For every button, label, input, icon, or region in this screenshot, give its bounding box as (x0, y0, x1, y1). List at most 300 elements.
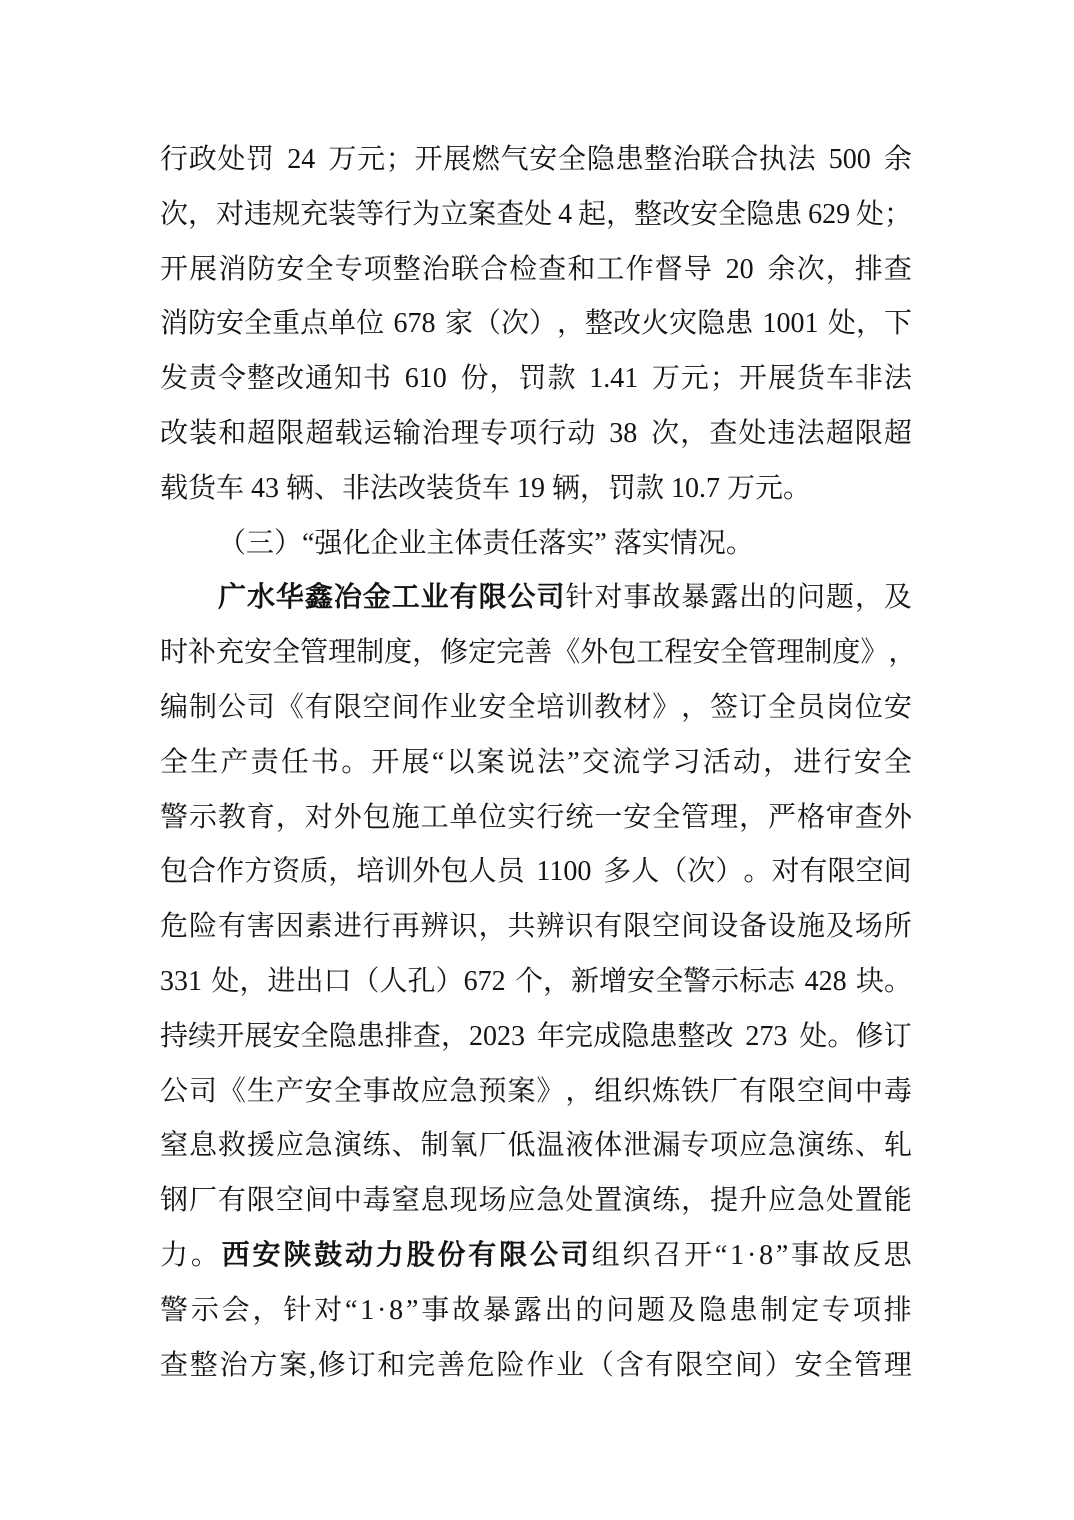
text-char: 危 (160, 911, 189, 943)
text-line-20 (160, 1174, 912, 1229)
text-char: 暴 (482, 1294, 511, 1326)
text-char: 案 (468, 198, 497, 230)
text-char: 安 (690, 198, 719, 230)
text-char: ， (188, 198, 217, 230)
text-char: 组 (591, 1239, 620, 1271)
text-char: 空 (652, 911, 681, 943)
text-char: 厂 (188, 1185, 217, 1217)
text-char: 演 (333, 1130, 362, 1162)
text-char: 隐 (586, 144, 615, 175)
text-char: 订 (347, 1349, 376, 1381)
text-line-10 (160, 626, 917, 681)
text-char: 629 (808, 198, 851, 230)
text-char: 处 (738, 417, 767, 449)
text-char: 事 (791, 1239, 820, 1271)
text-char: 余 (767, 253, 796, 285)
text-char: ” (775, 1239, 789, 1271)
text-char: 排 (384, 1020, 413, 1052)
text-char: 员 (796, 691, 825, 723)
text-char: 政 (188, 144, 217, 175)
text-char: 会 (221, 1294, 250, 1326)
text-char: 置 (854, 1185, 883, 1217)
text-char: 标 (739, 965, 768, 997)
text-char: 38 (609, 417, 638, 449)
text-char: 修 (855, 1020, 884, 1052)
text-char: ； (883, 198, 912, 230)
text-char: 患 (725, 308, 754, 340)
text-char: 及 (667, 1294, 696, 1326)
text-char: ， (239, 965, 268, 997)
text-char: 业 (556, 1349, 585, 1381)
text-char: 672 (463, 965, 506, 997)
text-char: 全 (333, 1075, 362, 1107)
text-char: 排 (854, 253, 883, 285)
text-char: 有 (645, 1349, 674, 1381)
text-char: 331 (160, 965, 202, 997)
text-char: 全 (244, 308, 273, 340)
text-char: 援 (246, 1130, 275, 1162)
text-char: 患 (615, 144, 644, 175)
text-char: 全 (655, 965, 684, 997)
text-char: 场 (478, 1185, 507, 1217)
text-char: （ (585, 1349, 614, 1381)
text-char: 教 (594, 691, 623, 723)
company-name-char: 鼓 (314, 1239, 343, 1271)
text-char: “ (431, 746, 445, 778)
text-char: 全 (272, 637, 301, 669)
text-char: 限 (675, 1349, 704, 1381)
text-char: 合 (480, 253, 509, 285)
text-char: 万 (328, 144, 357, 175)
text-char: 超 (247, 417, 276, 449)
text-char: 设 (768, 911, 797, 943)
text-char: 次 (651, 417, 680, 449)
text-char: 处 (855, 198, 884, 230)
text-char: （ (659, 856, 688, 888)
text-char: 多 (603, 856, 632, 888)
text-char: 质 (300, 856, 329, 888)
text-char: 有 (739, 1075, 768, 1107)
text-char: 改 (705, 1020, 734, 1052)
text-char: （ (351, 965, 380, 997)
text-char: 故 (391, 1075, 420, 1107)
text-char: 进 (333, 911, 362, 943)
text-char: 统 (565, 801, 594, 833)
text-char: ， (854, 582, 883, 614)
text-char: 训 (565, 691, 594, 723)
text-char: · (746, 1239, 757, 1271)
text-char: 个 (514, 965, 543, 997)
text-char: 。 (341, 746, 370, 778)
text-char: 项 (710, 1130, 739, 1162)
text-char: 示 (190, 1294, 219, 1326)
company-name-char: 广 (218, 582, 247, 614)
text-char: 修 (440, 637, 469, 669)
text-char: 安 (216, 308, 245, 340)
text-char: 专 (334, 253, 363, 285)
text-char: 空 (705, 1349, 734, 1381)
text-char: 和 (218, 417, 247, 449)
text-char: 次 (796, 253, 825, 285)
text-char: 管 (300, 637, 329, 669)
text-char: 升 (739, 1185, 768, 1217)
company-name-char: 公 (507, 582, 536, 614)
text-char: 次 (687, 856, 716, 888)
text-char: “ (344, 1294, 358, 1326)
text-char: 应 (507, 1185, 536, 1217)
text-char: ， (825, 253, 854, 285)
text-char: 液 (565, 1130, 594, 1162)
text-char: 题 (826, 582, 855, 614)
text-char: 生 (246, 1075, 275, 1107)
text-char: 所 (883, 911, 912, 943)
text-char: 整 (644, 144, 673, 175)
text-char: ， (739, 801, 768, 833)
text-char: 活 (702, 746, 731, 778)
text-char: 空 (855, 856, 884, 888)
text-char: 消 (218, 253, 247, 285)
text-char: 志 (767, 965, 796, 997)
text-char: 开 (371, 746, 400, 778)
text-char: 低 (507, 1130, 536, 1162)
text-char: 生 (190, 746, 219, 778)
text-line-19 (160, 1119, 912, 1174)
text-line-1 (160, 133, 912, 188)
text-char: 》 (652, 691, 681, 723)
text-char: 业 (449, 691, 478, 723)
text-char: 程 (664, 637, 693, 669)
text-char: 空 (362, 691, 391, 723)
text-char: 位 (478, 801, 507, 833)
text-char: 立 (440, 198, 469, 230)
text-char: 间 (391, 691, 420, 723)
text-char: 预 (478, 1075, 507, 1107)
text-char: 书 (363, 363, 392, 395)
text-char: 事 (421, 1294, 450, 1326)
text-line-7 (160, 462, 912, 517)
text-char: 专 (681, 1130, 710, 1162)
text-char: 空 (275, 1185, 304, 1217)
text-char: 的 (768, 582, 797, 614)
text-char: 消 (160, 308, 189, 340)
text-char: 动 (732, 746, 761, 778)
text-char: 全 (558, 144, 587, 175)
text-char: 改 (276, 363, 305, 395)
text-char: ） (528, 308, 557, 340)
text-char: 通 (305, 363, 334, 395)
text-char: 习 (672, 746, 701, 778)
text-char: 场 (854, 911, 883, 943)
text-char: 充 (300, 198, 329, 230)
text-char: 610 (404, 363, 447, 395)
text-char: 灾 (669, 308, 698, 340)
text-char: 安 (883, 691, 912, 723)
text-char: 对 (594, 582, 623, 614)
text-char: 设 (710, 911, 739, 943)
text-char: 中 (333, 1185, 362, 1217)
text-char: 人 (468, 856, 497, 888)
text-char: 重 (272, 308, 301, 340)
text-char: 单 (449, 801, 478, 833)
text-char: 签 (710, 691, 739, 723)
text-char: 演 (623, 1185, 652, 1217)
text-char: 因 (275, 911, 304, 943)
text-char: 外 (883, 801, 912, 833)
text-char: 运 (363, 417, 392, 449)
text-char: 罚 (246, 144, 275, 175)
text-char: ， (763, 746, 792, 778)
text-char: 外 (333, 801, 362, 833)
text-char: 全 (768, 691, 797, 723)
company-name-char: 司 (560, 1239, 589, 1271)
text-line-16 (160, 955, 912, 1010)
text-char: 孔 (407, 965, 436, 997)
text-char: 险 (496, 1349, 525, 1381)
text-char: 包 (608, 637, 637, 669)
text-char: 违 (767, 417, 796, 449)
text-char: 司 (188, 1075, 217, 1107)
text-char: 产 (275, 1075, 304, 1107)
text-char: 。 (827, 1020, 856, 1052)
text-char: 点 (300, 308, 329, 340)
text-char: 训 (384, 856, 413, 888)
text-char: 善 (436, 1349, 465, 1381)
text-char: 处 (524, 198, 553, 230)
text-char: 故 (822, 1239, 851, 1271)
text-line-11 (160, 681, 912, 736)
text-char: 项 (363, 253, 392, 285)
text-char: 演 (796, 1130, 825, 1162)
text-char: 的 (575, 1294, 604, 1326)
text-char: 单 (328, 308, 357, 340)
text-char: 起 (578, 198, 607, 230)
text-char: 再 (391, 911, 420, 943)
text-char: 时 (160, 637, 189, 669)
text-char: 展 (443, 144, 472, 175)
company-name-char: 华 (275, 582, 304, 614)
text-char: 273 (745, 1020, 788, 1052)
text-char: 处 (565, 1185, 594, 1217)
text-char: 制 (188, 691, 217, 723)
text-char: 输 (392, 417, 421, 449)
text-char: 口 (323, 965, 352, 997)
text-char: 应 (275, 1130, 304, 1162)
text-char: 公 (217, 691, 246, 723)
text-char: 执 (758, 144, 787, 175)
text-char: 气 (500, 144, 529, 175)
company-name-char: 限 (499, 1239, 528, 1271)
company-name-char: 份 (437, 1239, 466, 1271)
text-char: 全 (883, 746, 912, 778)
text-char: 《 (552, 637, 581, 669)
text-char: 隐 (328, 1020, 357, 1052)
text-char: 责 (189, 363, 218, 395)
text-char: 车 (825, 363, 854, 395)
text-char: 及 (883, 582, 912, 614)
text-char: 全 (824, 1349, 853, 1381)
text-char: ， (557, 308, 586, 340)
text-char: 查 (709, 417, 738, 449)
text-char: 》 (536, 1075, 565, 1107)
text-char: 1 (730, 1239, 745, 1271)
text-char: 险 (188, 911, 217, 943)
text-char: 次 (500, 308, 529, 340)
text-char: 救 (217, 1130, 246, 1162)
text-char: ） (435, 965, 464, 997)
text-char: 安 (623, 801, 652, 833)
text-char: 处 (799, 1020, 828, 1052)
text-char: 应 (768, 1185, 797, 1217)
company-name-char: 司 (536, 582, 565, 614)
text-char: 识 (449, 911, 478, 943)
text-char: 500 (828, 144, 871, 175)
text-char: 行 (384, 198, 413, 230)
text-char: ， (440, 1020, 469, 1052)
text-line-8 (160, 517, 912, 572)
text-char: 理 (328, 637, 357, 669)
text-char: 治 (421, 417, 450, 449)
text-char: 体 (594, 1130, 623, 1162)
text-char: 急 (449, 1075, 478, 1107)
text-char: ， (565, 1075, 594, 1107)
text-char: 8 (389, 1294, 404, 1326)
text-char: 4 (558, 198, 573, 230)
text-char: 流 (612, 746, 641, 778)
text-char: 安 (529, 144, 558, 175)
text-char: 织 (622, 1239, 651, 1271)
text-char: 法 (796, 417, 825, 449)
text-line-5 (160, 352, 912, 407)
text-char: 交 (581, 746, 610, 778)
text-char: 改 (662, 198, 691, 230)
text-char: 限 (827, 856, 856, 888)
text-char: 完 (407, 1349, 436, 1381)
text-char: 20 (725, 253, 754, 285)
text-char: 查 (883, 253, 912, 285)
text-char: 间 (304, 1185, 333, 1217)
text-char: 轧 (883, 1130, 912, 1162)
text-char: 铁 (681, 1075, 710, 1107)
text-char: 事 (362, 1075, 391, 1107)
text-char: 行 (160, 144, 189, 175)
text-char: 合 (188, 856, 217, 888)
text-char: ， (855, 308, 884, 340)
text-char: 思 (883, 1239, 912, 1271)
text-char: 整 (392, 253, 421, 285)
text-char: 展 (244, 1020, 273, 1052)
text-char: 理 (883, 1349, 912, 1381)
company-name-char: 股 (406, 1239, 435, 1271)
text-char: 有 (799, 856, 828, 888)
company-name-char: 限 (478, 582, 507, 614)
text-char: 428 (804, 965, 847, 997)
text-char: 患 (729, 1294, 758, 1326)
text-line-4 (160, 297, 912, 352)
text-char: 整 (634, 198, 663, 230)
text-char: 人 (631, 856, 660, 888)
text-char: 安 (304, 1075, 333, 1107)
text-char: 有 (594, 911, 623, 943)
text-char: 成 (593, 1020, 622, 1052)
text-char: 危 (466, 1349, 495, 1381)
text-char: 开 (216, 1020, 245, 1052)
text-char: 制 (356, 637, 385, 669)
text-char: ， (606, 198, 635, 230)
text-char: 制 (804, 637, 833, 669)
text-char: 治 (672, 144, 701, 175)
text-char: ， (489, 363, 518, 395)
text-char: 行 (823, 746, 852, 778)
text-char: 严 (768, 801, 797, 833)
text-line-12 (160, 736, 912, 791)
text-char: 燃 (471, 144, 500, 175)
text-char: 教 (217, 801, 246, 833)
text-char: 《 (217, 1075, 246, 1107)
text-char: 完 (565, 1020, 594, 1052)
text-char: 间 (681, 911, 710, 943)
text-char: 限 (333, 691, 362, 723)
text-char: 空 (796, 1075, 825, 1107)
text-char: 患 (649, 1020, 678, 1052)
text-char: 违 (244, 198, 273, 230)
text-char: 案 (279, 1349, 308, 1381)
text-char: 产 (220, 746, 249, 778)
text-char: 次 (160, 198, 189, 230)
text-char: ， (543, 965, 572, 997)
text-char: 元 (680, 363, 709, 395)
text-char: 急 (796, 1185, 825, 1217)
text-char: 防 (188, 308, 217, 340)
company-name-char: 力 (375, 1239, 404, 1271)
text-char: 为 (412, 198, 441, 230)
text-char: 案 (476, 746, 505, 778)
text-char: 治 (219, 1349, 248, 1381)
text-char: 司 (246, 691, 275, 723)
text-char: 作 (216, 856, 245, 888)
text-char: 及 (825, 911, 854, 943)
text-char: 患 (356, 1020, 385, 1052)
text-char: 联 (701, 144, 730, 175)
text-char: 位 (356, 308, 385, 340)
text-char: 格 (796, 801, 825, 833)
text-char: “ (714, 1239, 728, 1271)
text-char: 限 (623, 911, 652, 943)
text-char: 工 (596, 253, 625, 285)
text-char: ） (715, 856, 744, 888)
text-char: 辨 (420, 911, 449, 943)
text-char: 安 (244, 637, 273, 669)
text-char: 反 (852, 1239, 881, 1271)
text-char: 隐 (698, 1294, 727, 1326)
text-char: 警 (160, 1294, 189, 1326)
text-char: 有 (304, 691, 333, 723)
text-char: 案 (507, 1075, 536, 1107)
text-char: , (308, 1349, 316, 1381)
text-char: 治 (421, 253, 450, 285)
text-char: 定 (791, 1294, 820, 1326)
text-char: 管 (748, 637, 777, 669)
text-char: 增 (599, 965, 628, 997)
text-char: 事 (623, 582, 652, 614)
text-line-9 (160, 571, 912, 626)
text-char: 24 (287, 144, 316, 175)
text-char: 续 (188, 1020, 217, 1052)
text-char: 装 (328, 198, 357, 230)
text-char: 资 (272, 856, 301, 888)
text-char: 氧 (449, 1130, 478, 1162)
text-char: ， (328, 856, 357, 888)
text-char: 包 (440, 856, 469, 888)
